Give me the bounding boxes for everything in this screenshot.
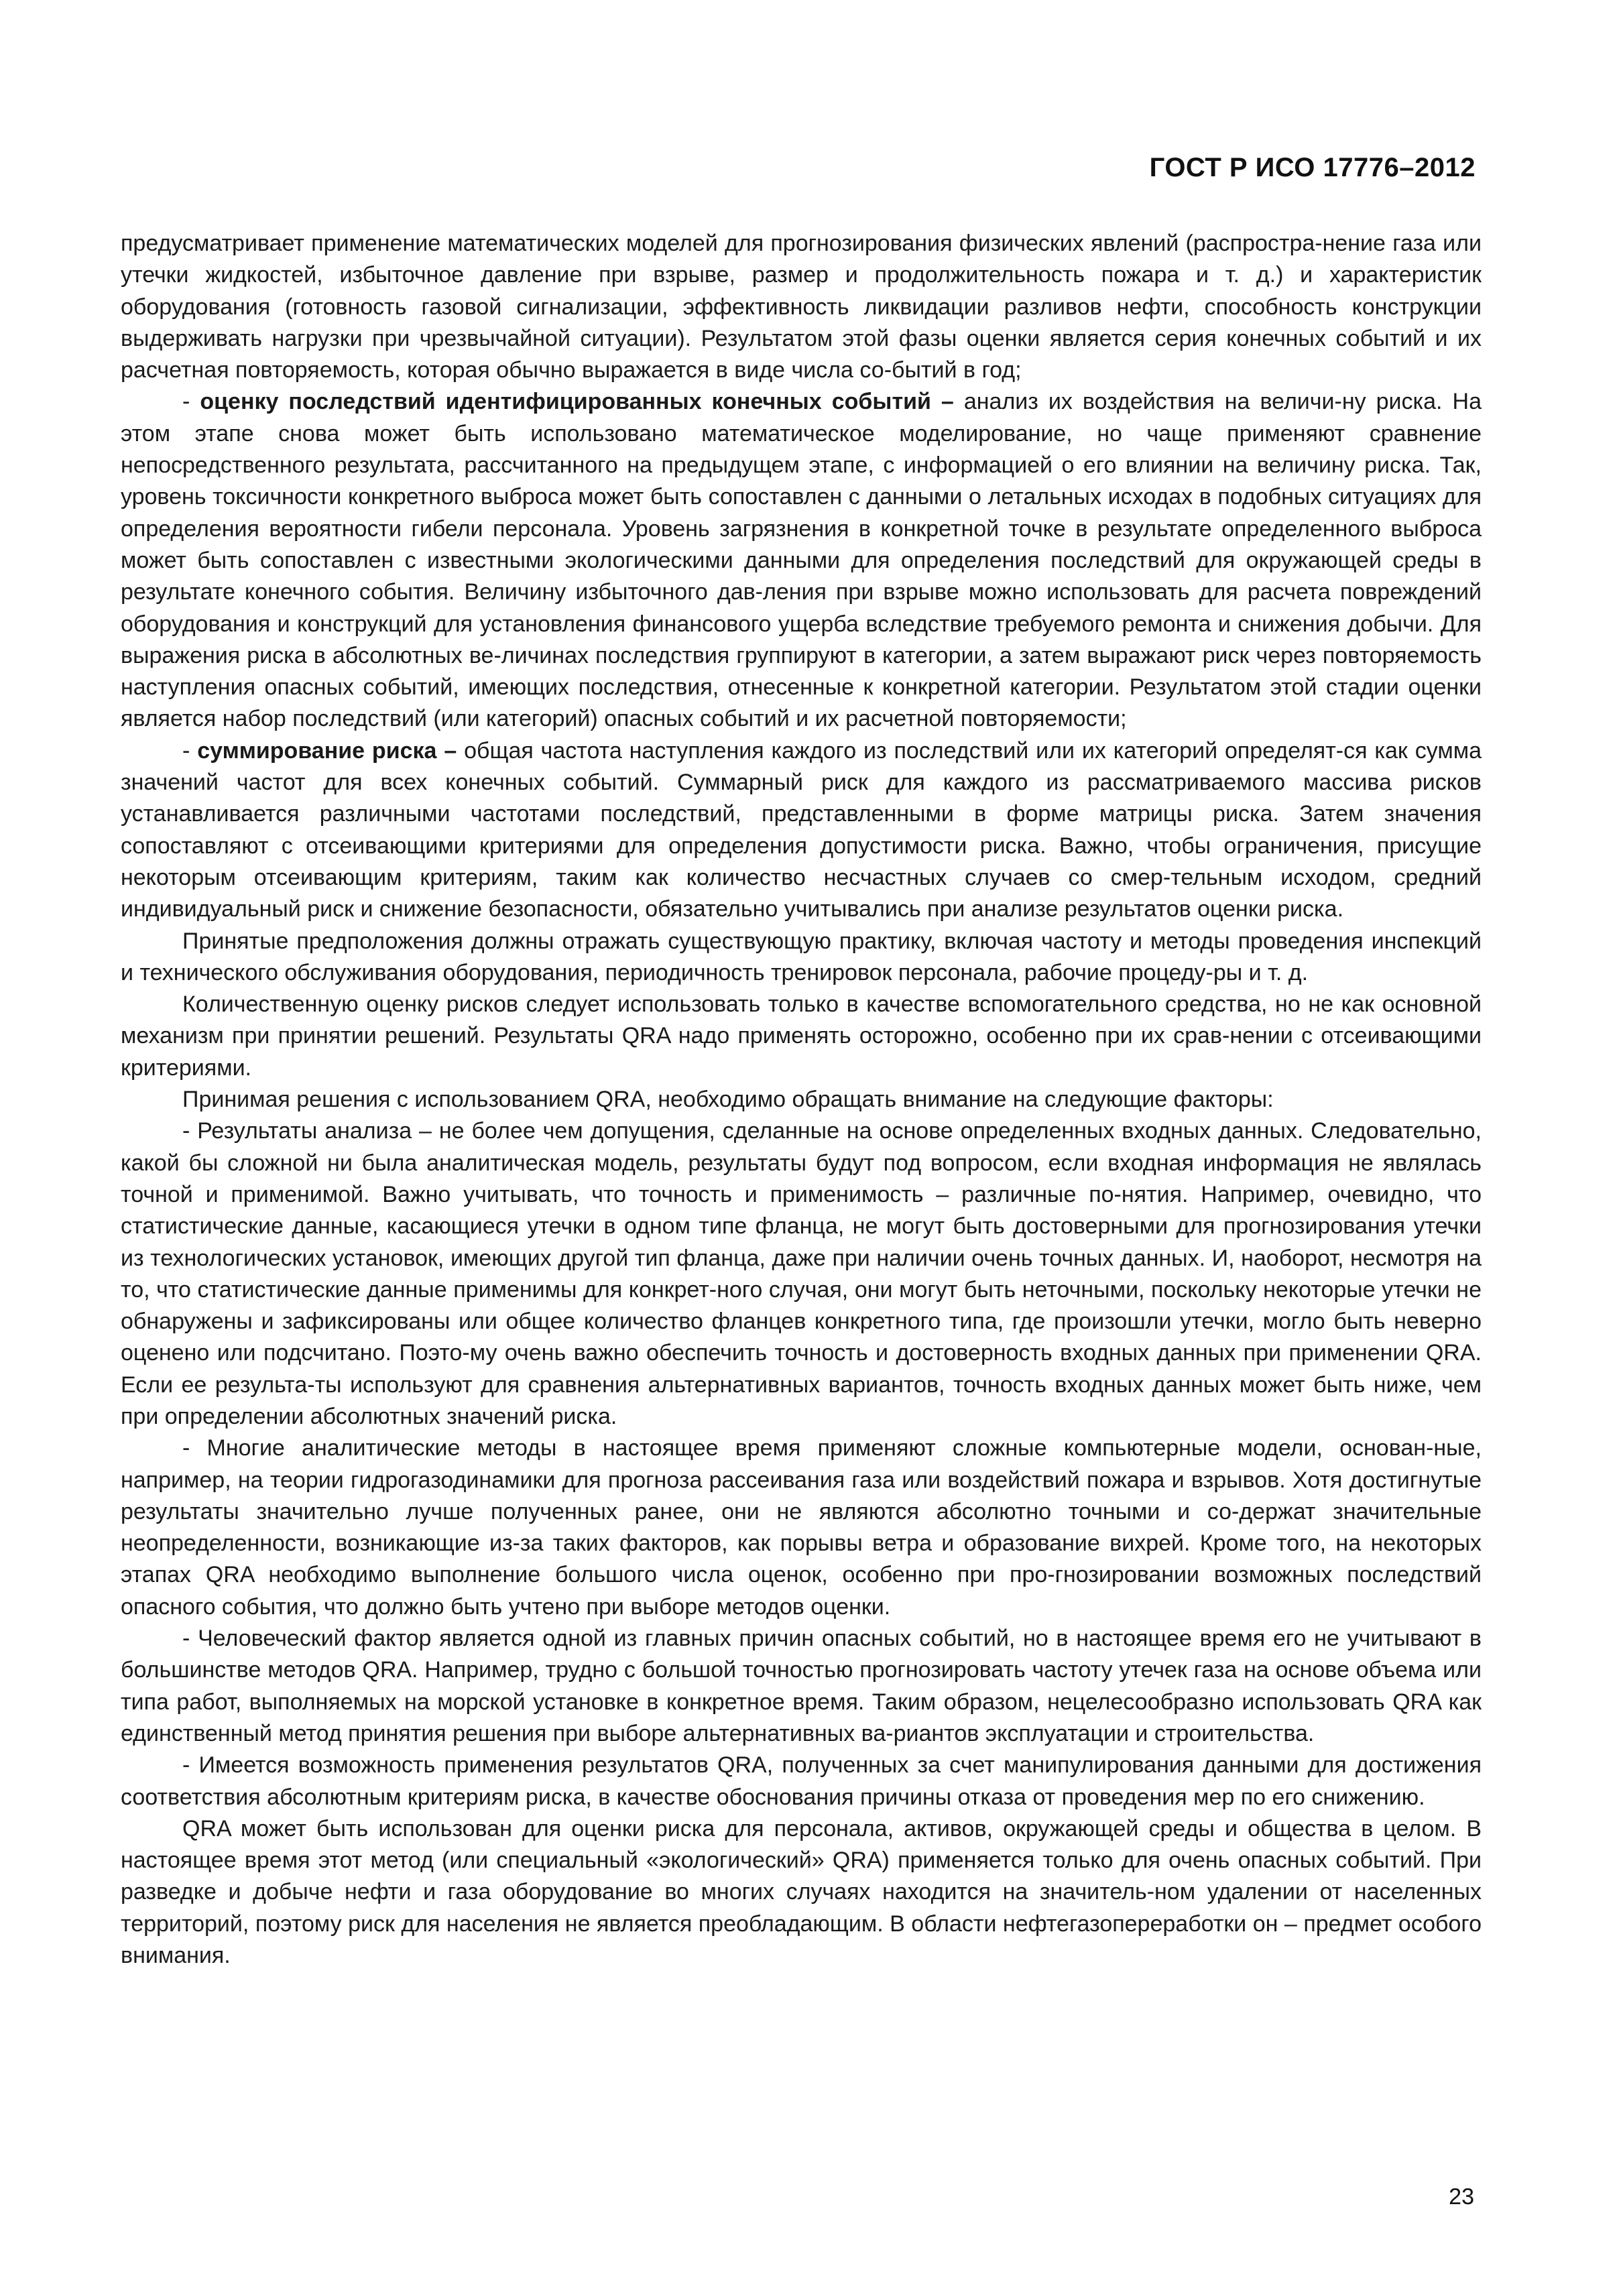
paragraph-text: анализ их воздействия на величи-ну риска. На этом этапе снова может быть использовано математическое моделирование, но чаще применяют сравнение непосредственного результата, рассчитанного на предыдущем этапе, с информацией о его влиянии на величину риска. Так, уровень токсичности конкретного выброса может быть сопоставлен с данными о летальных исходах в подобных ситуациях для определения вероятности гибели персонала. Уровень загрязнения в конкретной точке в результате определенного выброса может быть сопоставлен с известными экологическими данными для определения последствий для окружающей среды в результате конечного события. Величину избыточного дав-ления при взрыве можно использовать для расчета повреждений оборудования и конструкций для установления финансового ущерба вследствие требуемого ремонта и снижения добычи. Для выражения риска в абсолютных ве-личинах последствия группируют в категории, а затем выражают риск через повторяемость наступления опасных событий, имеющих последствия, отнесенные к конкретной категории. Результатом этой стадии оценки является набор последствий (или категорий) опасных событий и их расчетной повторяемости;	[121, 389, 1482, 732]
paragraph-text: предусматривает применение математических моделей для прогнозирования физических явлений (распростра-нение газа или утечки жидкостей, избыточное давление при взрыве, размер и продолжительность пожара и т. д.) и характеристик оборудования (готовность газовой сигнализации, эффективность ликвидации разливов нефти, способность конструкции выдерживать нагрузки при чрезвычайной ситуации). Результатом этой фазы оценки является серия конечных событий и их расчетная повторяемость, которая обычно выражается в виде числа со-бытий в год;	[121, 231, 1482, 383]
paragraph-8	[121, 1433, 1482, 1623]
paragraph-text: Имеется возможность применения результатов QRA, полученных за счет манипулирования данными для достижения соответствия абсолютным критериям риска, в качестве обоснования причины отказа от проведения мер по его снижению.	[121, 1752, 1482, 1810]
paragraph-7	[121, 1115, 1482, 1433]
paragraph-text: Принятые предположения должны отражать существующую практику, включая частоту и методы проведения инспекций и технического обслуживания оборудования, периодичность тренировок персонала, рабочие процеду-ры и т. д.	[121, 928, 1482, 985]
paragraph-text: общая частота наступления каждого из последствий или их категорий определят-ся как сумма значений частот для всех конечных событий. Суммарный риск для каждого из рассматриваемого массива рисков устанавливается различными частотами последствий, представленными в форме матрицы риска. Затем значения сопоставляют с отсеивающими критериями для определения допустимости риска. Важно, чтобы ограничения, присущие некоторым отсеивающим критериям, таким как количество несчастных случаев со смер-тельным исходом, средний индивидуальный риск и снижение безопасности, обязательно учитывались при анализе результатов оценки риска.	[121, 737, 1482, 922]
paragraph-text: QRA может быть использован для оценки риска для персонала, активов, окружающей среды и общества в целом. В настоящее время этот метод (или специальный «экологический» QRA) применяется только для очень опасных событий. При разведке и добыче нефти и газа оборудование во многих случаях находится на значитель-ном удалении от населенных территорий, поэтому риск для населения не является преобладающим. В области нефтегазопереработки он – предмет особого внимания.	[121, 1815, 1482, 1969]
paragraph-10	[121, 1750, 1482, 1813]
paragraph-1	[121, 228, 1482, 386]
paragraph-4	[121, 926, 1482, 989]
paragraph-6	[121, 1084, 1482, 1115]
term-bold: оценку последствий идентифицированных конечных событий –	[200, 389, 954, 415]
paragraph-5	[121, 989, 1482, 1084]
paragraph-text: Количественную оценку рисков следует использовать только в качестве вспомогательного средства, но не как основной механизм при принятии решений. Результаты QRA надо применять осторожно, особенно при их срав-нении с отсеивающими критериями.	[121, 991, 1482, 1081]
paragraph-text: Принимая решения с использованием QRA, необходимо обращать внимание на следующие факторы:	[182, 1087, 1274, 1113]
list-dash: -	[182, 1752, 199, 1778]
document-header: ГОСТ Р ИСО 17776–2012	[1149, 153, 1476, 182]
paragraph-3	[121, 735, 1482, 926]
paragraph-9	[121, 1623, 1482, 1750]
paragraph-text: Результаты анализа – не более чем допущения, сделанные на основе определенных входных данных. Следовательно, какой бы сложной ни была аналитическая модель, результаты будут под вопросом, если входная информация не являлась точной и применимой. Важно учитывать, что точность и применимость – различные по-нятия. Например, очевидно, что статистические данные, касающиеся утечки в одном типе фланца, не могут быть достоверными для прогнозирования утечки из технологических установок, имеющих другой тип фланца, даже при наличии очень точных данных. И, наоборот, несмотря на то, что статистические данные применимы для конкрет-ного случая, они могут быть неточными, поскольку некоторые утечки не обнаружены и зафиксированы или общее количество фланцев конкретного типа, где произошли утечки, могло быть неверно оценено или подсчитано. Поэто-му очень важно обеспечить точность и достоверность входных данных при применении QRA. Если ее результа-ты используют для сравнения альтернативных вариантов, точность входных данных может быть ниже, чем при определении абсолютных значений риска.	[121, 1118, 1482, 1429]
page-number: 23	[1449, 2184, 1474, 2210]
list-dash: -	[182, 1118, 198, 1144]
paragraph-text: Многие аналитические методы в настоящее время применяют сложные компьютерные модели, основан-ные, например, на теории гидрогазодинамики для прогноза рассеивания газа или воздействий пожара и взрывов. Хотя достигнутые результаты значительно лучше полученных ранее, они не являются абсолютно точными и со-держат значительные неопределенности, возникающие из-за таких факторов, как порывы ветра и образование вихрей. Кроме того, на некоторых этапах QRA необходимо выполнение большого числа оценок, особенно при про-гнозировании возможных последствий опасного события, что должно быть учтено при выборе методов оценки.	[121, 1435, 1482, 1620]
term-bold: суммирование риска –	[197, 737, 457, 764]
list-dash: -	[182, 1435, 207, 1461]
document-body	[121, 228, 1482, 1972]
paragraph-11	[121, 1813, 1482, 1972]
paragraph-text: Человеческий фактор является одной из главных причин опасных событий, но в настоящее время его не учитывают в большинстве методов QRA. Например, трудно с большой точностью прогнозировать частоту утечек газа на основе объема или типа работ, выполняемых на морской установке в конкретное время. Таким образом, нецелесообразно использовать QRA как единственный метод принятия решения при выборе альтернативных ва-риантов эксплуатации и строительства.	[121, 1626, 1482, 1746]
list-dash: -	[182, 389, 200, 415]
list-dash: -	[182, 1626, 198, 1652]
paragraph-2	[121, 386, 1482, 735]
list-dash: -	[182, 737, 198, 764]
